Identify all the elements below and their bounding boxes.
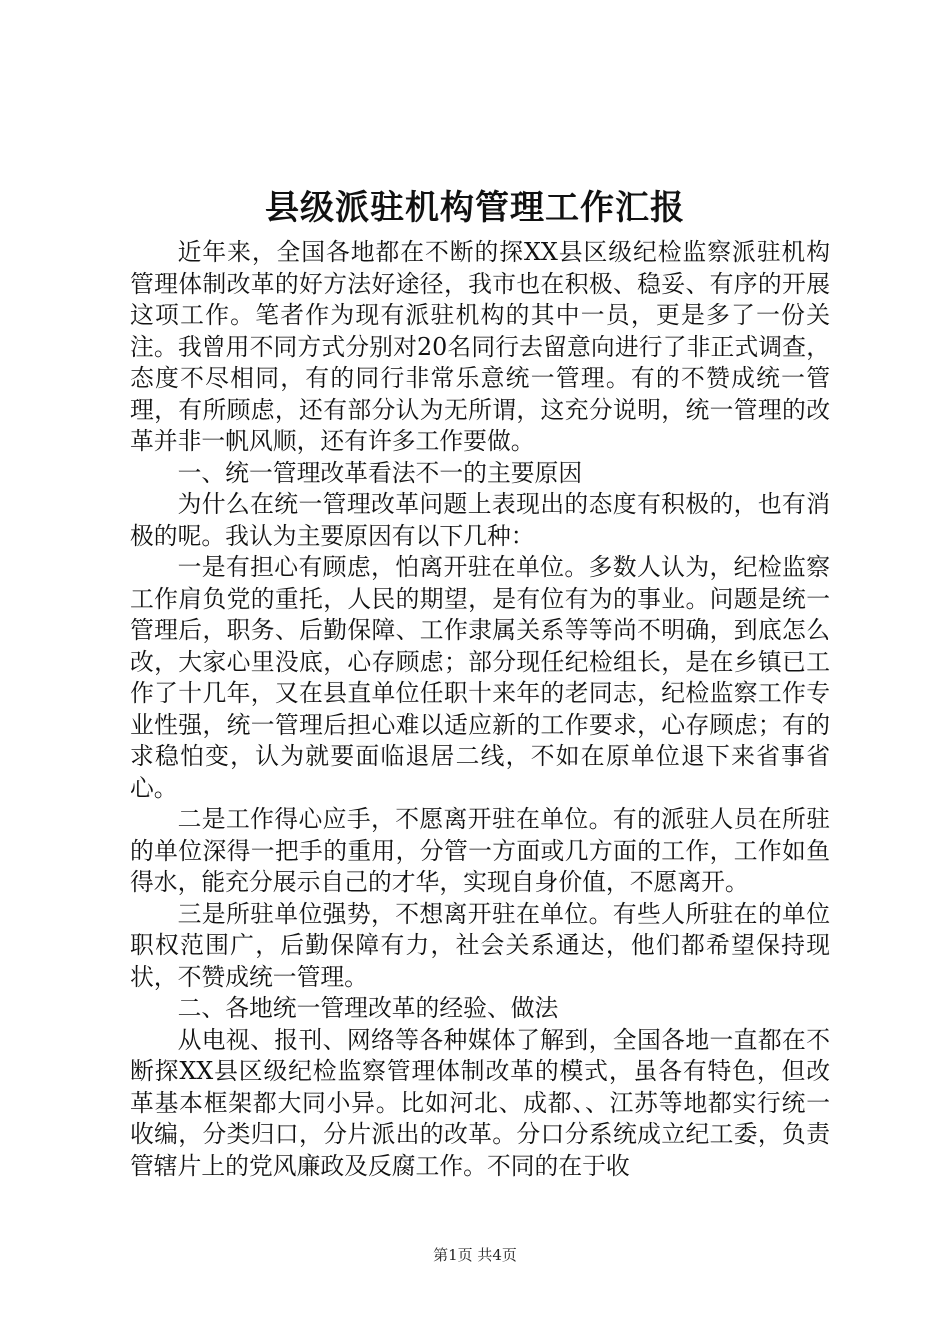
paragraph: 二是工作得心应手，不愿离开驻在单位。有的派驻人员在所驻的单位深得一把手的重用，分管一方面或几方面的工作，工作如鱼得水，能充分展示自己的才华，实现自身价值，不愿离开。 xyxy=(130,805,830,896)
paragraph: 一是有担心有顾虑，怕离开驻在单位。多数人认为，纪检监察工作肩负党的重托，人民的期望，是有位有为的事业。问题是统一管理后，职务、后勤保障、工作隶属关系等等尚不明确，到底怎么改，大家心里没底，心存顾虑；部分现任纪检组长，是在乡镇已工作了十几年，又在县直单位任职十来年的老同志，纪检监察工作专业性强，统一管理后担心难以适应新的工作要求，心存顾虑；有的求稳怕变，认为就要面临退居二线，不如在原单位退下来省事省心。 xyxy=(130,553,830,802)
paragraph: 为什么在统一管理改革问题上表现出的态度有积极的，也有消极的呢。我认为主要原因有以下几种： xyxy=(130,490,830,550)
document-body xyxy=(130,237,830,1182)
document-title: 县级派驻机构管理工作汇报 xyxy=(265,188,685,228)
paragraph: 近年来，全国各地都在不断的探XX县区级纪检监察派驻机构管理体制改革的好方法好途径，我市也在积极、稳妥、有序的开展这项工作。笔者作为现有派驻机构的其中一员，更是多了一份关注。我曾用不同方式分别对20名同行去留意向进行了非正式调查，态度不尽相同，有的同行非常乐意统一管理。有的不赞成统一管理，有所顾虑，还有部分认为无所谓，这充分说明，统一管理的改革并非一帆风顺，还有许多工作要做。 xyxy=(130,238,830,455)
page-footer: 第1页 共4页 xyxy=(433,1246,517,1264)
paragraph: 从电视、报刊、网络等各种媒体了解到，全国各地一直都在不断探XX县区级纪检监察管理体制改革的模式，虽各有特色，但改革基本框架都大同小异。比如河北、成都、、江苏等地都实行统一收编，分类归口，分片派出的改革。分口分系统成立纪工委，负责管辖片上的党风廉政及反腐工作。不同的在于收 xyxy=(130,1025,830,1180)
section-heading: 一、统一管理改革看法不一的主要原因 xyxy=(177,458,583,487)
paragraph: 三是所驻单位强势，不想离开驻在单位。有些人所驻在的单位职权范围广，后勤保障有力，社会关系通达，他们都希望保持现状，不赞成统一管理。 xyxy=(130,899,830,991)
section-heading: 二、各地统一管理改革的经验、做法 xyxy=(177,994,559,1022)
